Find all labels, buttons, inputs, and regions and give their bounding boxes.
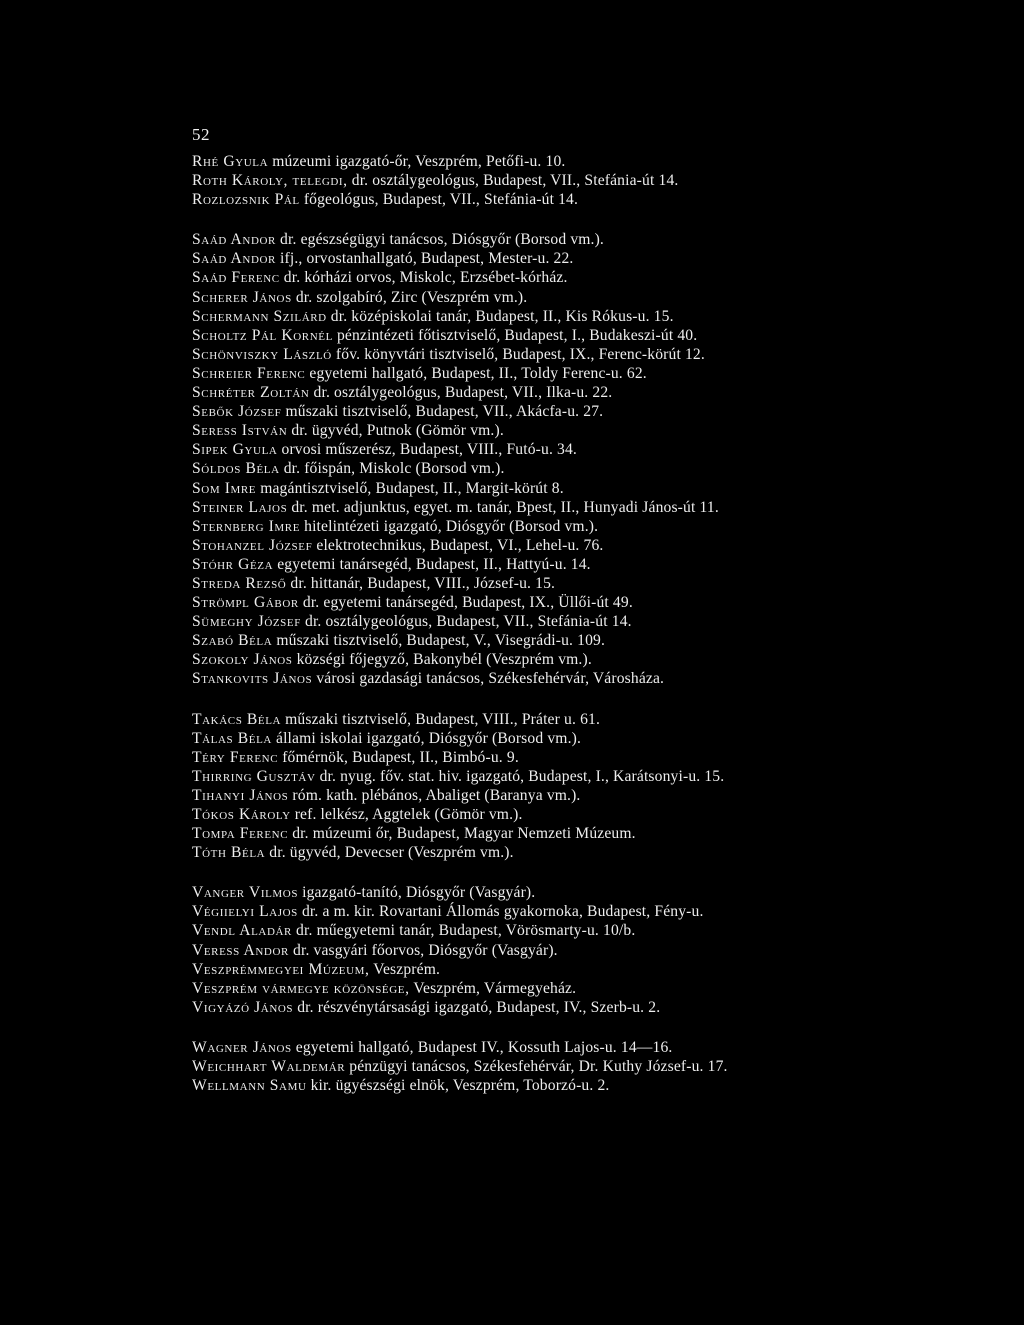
member-entry <box>192 249 992 268</box>
member-name: Tompa Ferenc <box>192 825 289 843</box>
member-entry <box>192 190 992 209</box>
member-name: Stohanzel József <box>192 536 313 554</box>
member-name: Wellmann Samu <box>192 1077 307 1095</box>
member-name: Végiielyi Lajos <box>192 903 298 921</box>
member-name: Vendl Aladár <box>192 922 292 940</box>
member-entry <box>192 307 992 326</box>
member-entry <box>192 1076 992 1095</box>
letter-group <box>192 1038 992 1095</box>
member-entry <box>192 767 992 786</box>
member-entry <box>192 383 992 402</box>
member-entry <box>192 650 992 669</box>
member-details: dr. részvénytársasági igazgató, Budapest, IV., Szerb-u. 2. <box>297 998 661 1016</box>
member-name: Roth Károly, telegdi, <box>192 172 348 190</box>
member-name: Saád Andor <box>192 231 276 249</box>
member-entry <box>192 152 992 171</box>
member-details: főgeológus, Budapest, VII., Stefánia-út 14. <box>303 191 579 209</box>
member-name: Saád Ferenc <box>192 269 280 287</box>
member-entry <box>192 960 992 979</box>
member-details: dr. met. adjunktus, egyet. m. tanár, Bpest, II., Hunyadi János-út 11. <box>291 498 719 516</box>
member-entry <box>192 843 992 862</box>
member-details: magántisztviselő, Budapest, II., Margit-körút 8. <box>260 479 564 497</box>
member-entry <box>192 710 992 729</box>
page-number: 52 <box>192 125 210 144</box>
member-name: Sipek Gyula <box>192 441 278 459</box>
member-name: Tihanyi János <box>192 786 289 804</box>
member-name: Streda Rezső <box>192 574 287 592</box>
member-details: dr. osztálygeológus, Budapest, VII., Ilka-u. 22. <box>313 384 613 402</box>
member-entry <box>192 402 992 421</box>
member-name: Tókos Károly <box>192 806 291 823</box>
member-entry <box>192 1038 992 1057</box>
member-name: Takács Béla <box>192 710 282 728</box>
member-entry <box>192 941 992 960</box>
member-details: pénzintézeti főtisztviselő, Budapest, I., Budakeszi-út 40. <box>336 326 698 344</box>
member-entry <box>192 364 992 383</box>
member-name: Schermann Szilárd <box>192 307 327 325</box>
member-details: dr. múzeumi őr, Budapest, Magyar Nemzeti Múzeum. <box>292 825 636 843</box>
member-name: Thirring Gusztáv <box>192 767 316 785</box>
member-entry <box>192 1057 992 1076</box>
member-details: községi főjegyző, Bakonybél (Veszprém vm.). <box>296 651 592 669</box>
member-entry <box>192 555 992 574</box>
member-name: Weichhart Waldemár <box>192 1058 346 1076</box>
member-entry <box>192 517 992 536</box>
member-entry <box>192 669 992 688</box>
member-details: ifj., orvostanhallgató, Budapest, Mester-u. 22. <box>280 250 574 268</box>
member-entry <box>192 883 992 902</box>
member-entry <box>192 574 992 593</box>
member-entry <box>192 748 992 767</box>
member-name: Rhé Gyula <box>192 153 269 170</box>
member-entry <box>192 786 992 805</box>
member-details: múzeumi igazgató-őr, Veszprém, Petőfi-u. 10. <box>272 153 566 170</box>
member-details: egyetemi tanársegéd, Budapest, II., Hattyú-u. 14. <box>277 555 591 573</box>
member-details: ref. lelkész, Aggtelek (Gömör vm.). <box>294 806 523 823</box>
member-entry <box>192 536 992 555</box>
member-name: Strömpl Gábor <box>192 594 299 612</box>
letter-group <box>192 152 992 209</box>
member-details: Veszprém, Vármegyeház. <box>413 979 577 997</box>
member-details: orvosi műszerész, Budapest, VIII., Futó-u. 34. <box>281 441 577 459</box>
member-entry <box>192 345 992 364</box>
member-details: műszaki tisztviselő, Budapest, V., Visegrádi-u. 109. <box>276 632 606 650</box>
member-entry <box>192 593 992 612</box>
member-details: elektrotechnikus, Budapest, VI., Lehel-u. 76. <box>316 536 604 554</box>
member-name: Sebők József <box>192 403 282 421</box>
letter-group <box>192 883 992 1017</box>
member-details: pénzügyi tanácsos, Székesfehérvár, Dr. Kuthy József-u. 17. <box>349 1058 728 1076</box>
member-details: dr. középiskolai tanár, Budapest, II., Kis Rókus-u. 15. <box>330 307 674 325</box>
member-name: Sóldos Béla <box>192 460 280 478</box>
member-details: városi gazdasági tanácsos, Székesfehérvár, Városháza. <box>316 670 665 688</box>
member-name: Wagner János <box>192 1038 292 1056</box>
member-entry <box>192 459 992 478</box>
member-name: Som Imre <box>192 479 257 497</box>
member-details: dr. ügyvéd, Putnok (Gömör vm.). <box>291 422 504 440</box>
member-name: Veszprémmegyei Múzeum, <box>192 960 370 978</box>
member-entry <box>192 421 992 440</box>
member-details: hitelintézeti igazgató, Diósgyőr (Borsod vm.). <box>304 517 599 535</box>
member-name: Saád Andor <box>192 250 276 268</box>
member-details: dr. vasgyári főorvos, Diósgyőr (Vasgyár). <box>293 941 558 959</box>
member-details: dr. hittanár, Budapest, VIII., József-u. 15. <box>290 574 556 592</box>
member-name: Schreier Ferenc <box>192 364 306 382</box>
member-name: Veress Andor <box>192 941 289 959</box>
member-entry <box>192 631 992 650</box>
member-details: dr. a m. kir. Rovartani Állomás gyakornoka, Budapest, Fény-u. <box>301 903 704 921</box>
member-entry <box>192 979 992 998</box>
member-details: dr. műegyetemi tanár, Budapest, Vörösmarty-u. 10/b. <box>296 922 636 940</box>
member-name: Vanger Vilmos <box>192 884 299 902</box>
member-details: egyetemi hallgató, Budapest, II., Toldy Ferenc-u. 62. <box>309 364 647 382</box>
member-name: Tóth Béla <box>192 844 266 862</box>
member-details: műszaki tisztviselő, Budapest, VII., Akácfa-u. 27. <box>285 403 604 421</box>
member-details: műszaki tisztviselő, Budapest, VIII., Práter u. 61. <box>285 710 601 728</box>
member-details: dr. szolgabíró, Zirc (Veszprém vm.). <box>295 288 528 306</box>
member-name: Schréter Zoltán <box>192 384 310 402</box>
member-details: dr. egyetemi tanársegéd, Budapest, IX., Üllői-út 49. <box>302 594 633 612</box>
member-details: főmérnök, Budapest, II., Bimbó-u. 9. <box>282 748 519 766</box>
member-name: Rozlozsnik Pál <box>192 191 300 209</box>
member-name: Seress István <box>192 422 288 440</box>
member-name: Scholtz Pál Kornél <box>192 326 333 344</box>
member-entry <box>192 729 992 748</box>
member-entry <box>192 479 992 498</box>
member-name: Stankovits János <box>192 670 313 688</box>
member-entry <box>192 268 992 287</box>
member-name: Tálas Béla <box>192 729 272 747</box>
member-name: Szabó Béla <box>192 632 273 650</box>
member-name: Szokoly János <box>192 651 293 669</box>
member-details: igazgató-tanító, Diósgyőr (Vasgyár). <box>302 884 536 902</box>
member-entry <box>192 498 992 517</box>
member-details: dr. egészségügyi tanácsos, Diósgyőr (Borsod vm.). <box>280 231 604 249</box>
member-details: egyetemi hallgató, Budapest IV., Kossuth Lajos-u. 14—16. <box>295 1038 673 1056</box>
member-entry <box>192 921 992 940</box>
letter-group <box>192 230 992 688</box>
member-details: kir. ügyészségi elnök, Veszprém, Toborzó-u. 2. <box>310 1077 610 1095</box>
member-details: dr. ügyvéd, Devecser (Veszprém vm.). <box>269 844 514 862</box>
member-details: róm. kath. plébános, Abaliget (Baranya vm.). <box>292 786 581 804</box>
member-list <box>192 152 992 1116</box>
member-entry <box>192 824 992 843</box>
member-name: Veszprém vármegye közönsége, <box>192 979 410 997</box>
member-details: dr. kórházi orvos, Miskolc, Erzsébet-kórház. <box>283 269 568 287</box>
member-name: Téry Ferenc <box>192 748 279 766</box>
member-entry <box>192 612 992 631</box>
member-details: dr. főispán, Miskolc (Borsod vm.). <box>283 460 505 478</box>
letter-group <box>192 710 992 863</box>
member-entry <box>192 230 992 249</box>
member-name: Scherer János <box>192 288 292 306</box>
member-entry <box>192 440 992 459</box>
member-details: dr. osztálygeológus, Budapest, VII., Stefánia-út 14. <box>351 172 679 190</box>
member-name: Sümeghy József <box>192 613 301 631</box>
member-details: dr. nyug. főv. stat. hiv. igazgató, Budapest, I., Karátsonyi-u. 15. <box>319 767 725 785</box>
member-details: Veszprém. <box>373 960 441 978</box>
member-name: Steiner Lajos <box>192 498 288 516</box>
member-entry <box>192 902 992 921</box>
member-entry <box>192 171 992 190</box>
member-name: Vigyázó János <box>192 998 294 1016</box>
member-entry <box>192 805 992 824</box>
member-details: dr. osztálygeológus, Budapest, VII., Stefánia-út 14. <box>305 613 632 631</box>
member-name: Schönviszky László <box>192 345 332 363</box>
member-details: főv. könyvtári tisztviselő, Budapest, IX., Ferenc-körút 12. <box>335 345 705 363</box>
member-entry <box>192 326 992 345</box>
member-entry <box>192 998 992 1017</box>
member-entry <box>192 288 992 307</box>
member-details: állami iskolai igazgató, Diósgyőr (Borsod vm.). <box>276 729 582 747</box>
member-name: Stóhr Géza <box>192 555 274 573</box>
member-name: Sternberg Imre <box>192 517 301 535</box>
